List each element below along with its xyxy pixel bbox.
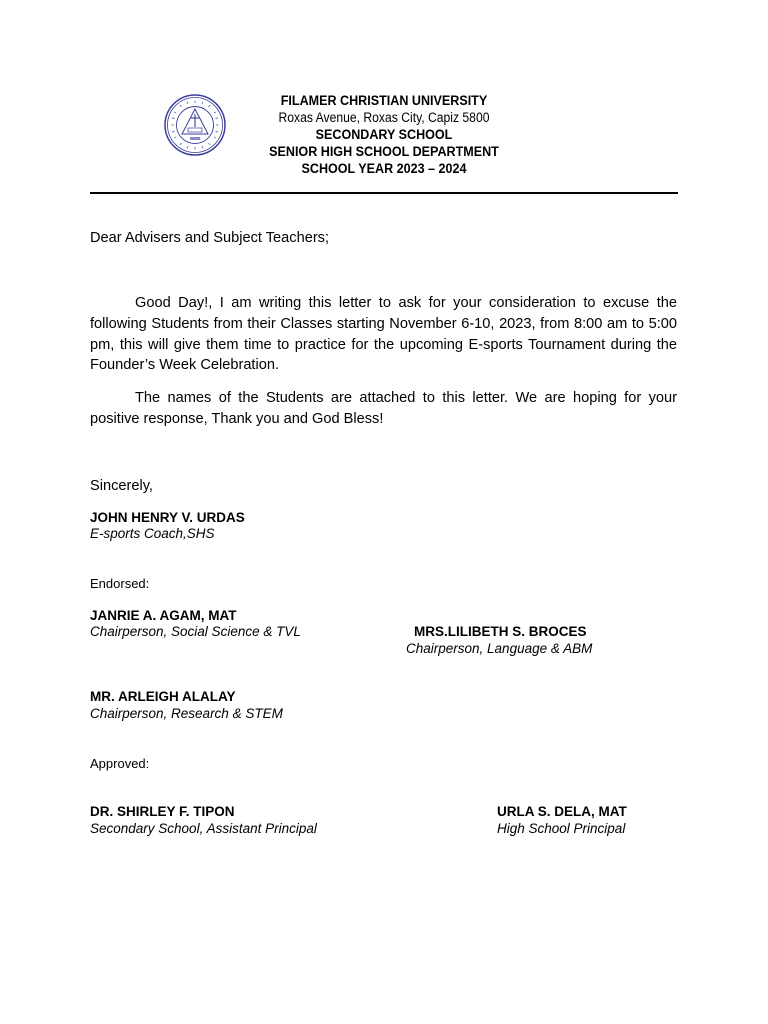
sender-title: E-sports Coach,SHS <box>90 526 215 541</box>
header-divider <box>90 192 678 194</box>
approved-label: Approved: <box>90 756 150 771</box>
body-paragraph-2: The names of the Students are attached to this letter. We are hoping for your positive response, Thank you and God Bless! <box>90 390 677 427</box>
department-name: SENIOR HIGH SCHOOL DEPARTMENT <box>269 144 499 159</box>
approver-1-name: DR. SHIRLEY F. TIPON <box>90 804 235 819</box>
salutation: Dear Advisers and Subject Teachers; <box>90 230 330 246</box>
school-name: SECONDARY SCHOOL <box>315 127 453 142</box>
approver-1-title: Secondary School, Assistant Principal <box>90 821 317 836</box>
endorsed-label: Endorsed: <box>90 576 150 591</box>
endorser-2-name: MRS.LILIBETH S. BROCES <box>414 624 587 639</box>
school-year: SCHOOL YEAR 2023 – 2024 <box>301 161 467 176</box>
endorser-3-title: Chairperson, Research & STEM <box>90 706 283 721</box>
endorser-1-title: Chairperson, Social Science & TVL <box>90 624 301 639</box>
letterhead <box>240 92 528 177</box>
university-name: FILAMER CHRISTIAN UNIVERSITY <box>280 93 488 108</box>
university-address: Roxas Avenue, Roxas City, Capiz 5800 <box>278 110 490 125</box>
university-seal-logo <box>164 94 226 156</box>
sender-name: JOHN HENRY V. URDAS <box>90 510 245 525</box>
approver-2-title: High School Principal <box>497 821 626 836</box>
approver-2-name: URLA S. DELA, MAT <box>497 804 627 819</box>
endorser-2-title: Chairperson, Language & ABM <box>406 641 593 656</box>
body-paragraph-1: Good Day!, I am writing this letter to ask for your consideration to excuse the following Students from their Classes starting November 6-10, 2023, from 8:00 am to 5:00 pm, this will give them time to practice for the upcoming E-sports Tournament during the Founder’s Week Celebration. <box>90 295 677 374</box>
endorser-1-name: JANRIE A. AGAM, MAT <box>90 608 237 623</box>
closing: Sincerely, <box>90 478 153 494</box>
endorser-3-name: MR. ARLEIGH ALALAY <box>90 689 236 704</box>
